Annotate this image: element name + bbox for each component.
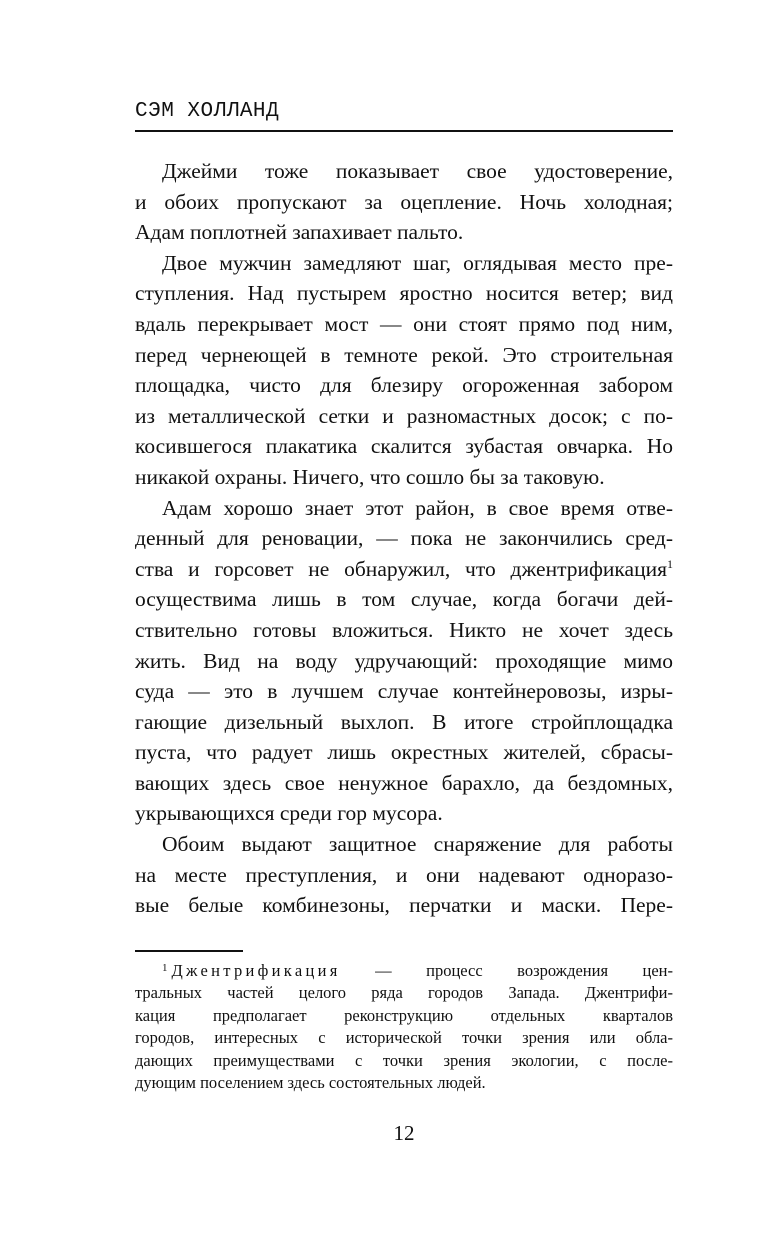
text-line: Джейми тоже показывает свое удостоверение,: [162, 159, 673, 183]
footnote-line: городов, интересных с исторической точки зрения или обла-: [135, 1028, 673, 1048]
footnote-number: 1: [162, 962, 168, 974]
text-line: Двое мужчин замедляют шаг, оглядывая место пре-: [162, 250, 673, 275]
text-line: гающие дизельный выхлоп. В итоге стройплощадка: [135, 709, 673, 734]
text-line: вые белые комбинезоны, перчатки и маски. Пере-: [135, 893, 673, 918]
text-line: площадка, чисто для блезиру огороженная забором: [135, 373, 673, 398]
text-line: Обоим выдают защитное снаряжение для работы: [162, 832, 673, 857]
text-line: укрывающихся среди гор мусора.: [135, 801, 443, 826]
text-line: Адам поплотней запахивает пальто.: [135, 220, 464, 245]
text-line: осуществима лишь в том случае, когда богачи дей-: [135, 587, 673, 612]
text-line: косившегося плакатика скалится зубастая овчарка. Но: [135, 434, 673, 459]
text-line: перед чернеющей в темноте рекой. Это строительная: [135, 342, 673, 367]
main-text: [135, 156, 673, 921]
text-span: ства и горсовет не обнаружил, что джентрификация: [135, 556, 667, 581]
footnote-line: кация предполагает реконструкцию отдельных кварталов: [135, 1005, 673, 1025]
footnote-reference: 1: [667, 556, 673, 571]
text-line-with-footnote-ref: [135, 554, 673, 585]
text-line: на месте преступления, и они надевают одноразо-: [135, 862, 673, 887]
footnote: [135, 960, 673, 1094]
text-line: суда — это в лучшем случае контейнеровозы, изры-: [135, 679, 673, 704]
author-name: СЭМ ХОЛЛАНД: [135, 100, 280, 123]
text-line: из металлической сетки и разномастных досок; с по-: [135, 403, 673, 428]
text-line: ствительно готовы вложиться. Никто не хочет здесь: [135, 617, 673, 642]
text-line: вающих здесь свое ненужное барахло, да бездомных,: [135, 770, 673, 795]
page-number: 12: [393, 1121, 415, 1145]
text-line: никакой охраны. Ничего, что сошло бы за таковую.: [135, 464, 605, 489]
text-line: вдаль перекрывает мост — они стоят прямо под ним,: [135, 311, 673, 336]
text-line: пуста, что радует лишь окрестных жителей, сбрасы-: [135, 740, 673, 765]
text-line: и обоих пропускают за оцепление. Ночь холодная;: [135, 189, 673, 214]
running-header: [135, 99, 673, 132]
text-line: ступления. Над пустырем яростно носится ветер; вид: [135, 281, 673, 306]
footnote-term: Джентрификация: [171, 961, 341, 980]
footnote-line: тральных частей целого ряда городов Запада. Джентрифи-: [135, 983, 673, 1003]
footnote-divider: [135, 950, 243, 952]
footnote-line: [135, 960, 673, 982]
footnote-definition-start: — процесс возрождения цен-: [375, 961, 673, 980]
text-line: Адам хорошо знает этот район, в свое время отве-: [162, 495, 673, 520]
text-line: денный для реновации, — пока не закончились сред-: [135, 526, 673, 551]
footnote-line: дующим поселением здесь состоятельных людей.: [135, 1072, 486, 1092]
footnote-line: дающих преимуществами с точки зрения экологии, с после-: [135, 1050, 673, 1070]
text-line: жить. Вид на воду удручающий: проходящие мимо: [135, 648, 673, 673]
